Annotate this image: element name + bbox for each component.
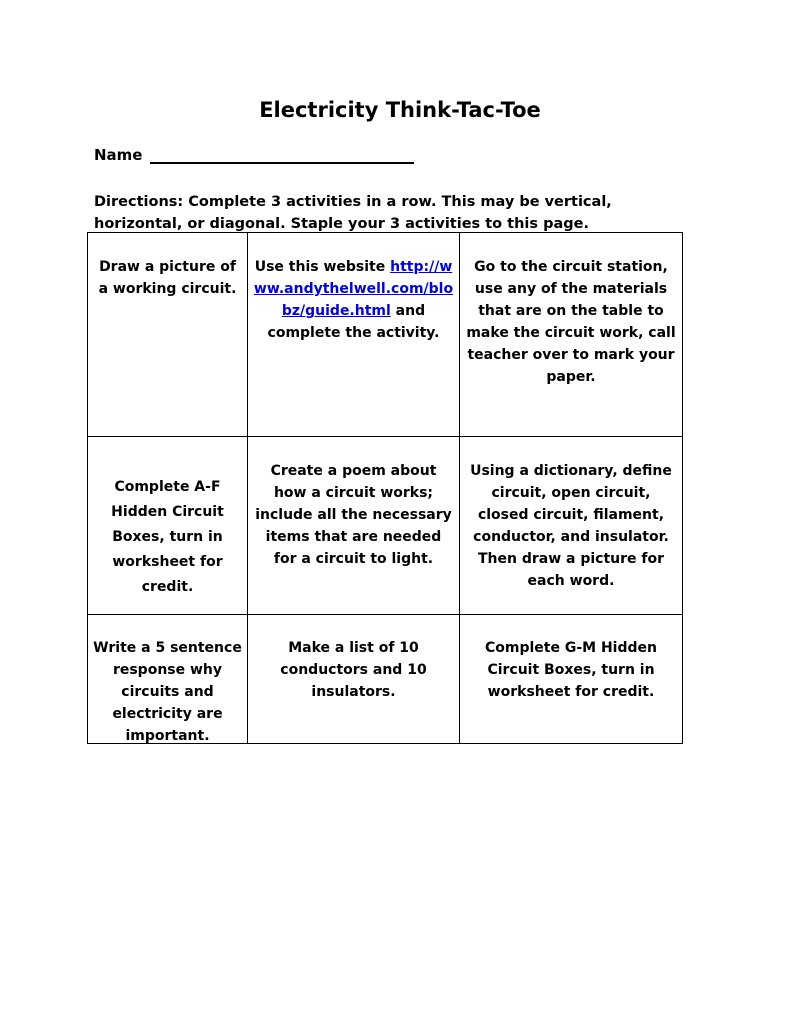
name-blank-line[interactable] [150, 146, 414, 164]
activity-text: Complete G-M Hidden Circuit Boxes, turn in worksheet for credit. [485, 640, 657, 700]
activity-cell-r1c1 [88, 233, 248, 437]
activity-text [252, 256, 455, 344]
name-field-row [94, 146, 414, 164]
activity-cell-r2c1 [88, 437, 248, 615]
page-title: Electricity Think-Tac-Toe [259, 98, 541, 122]
activity-text: Write a 5 sentence response why circuits and electricity are important. [93, 640, 242, 744]
activity-cell-r3c3 [460, 615, 682, 743]
activity-cell-r3c2 [248, 615, 460, 743]
activity-text: Complete A-F Hidden Circuit Boxes, turn in worksheet for credit. [111, 479, 224, 595]
activity-text: Using a dictionary, define circuit, open circuit, closed circuit, filament, conductor, and insulator. Then draw a picture for each word. [470, 463, 672, 589]
activity-cell-r3c1 [88, 615, 248, 743]
directions-text: Directions: Complete 3 activities in a row. This may be vertical, horizontal, or diagonal. Staple your 3 activities to this page. [94, 194, 612, 232]
activity-cell-r2c3 [460, 437, 682, 615]
activity-grid [87, 232, 683, 744]
website-link[interactable]: http://www.andythelwell.com/blobz/guide.html [253, 259, 454, 319]
activity-text: Create a poem about how a circuit works; include all the necessary items that are needed for a circuit to light. [255, 463, 452, 567]
activity-text: Draw a picture of a working circuit. [98, 259, 237, 297]
activity-text-prefix: Use this website [254, 259, 391, 275]
activity-text: Make a list of 10 conductors and 10 insulators. [280, 640, 427, 700]
activity-cell-r1c3 [460, 233, 682, 437]
activity-text-suffix: and complete the activity. [267, 303, 440, 341]
activity-cell-r2c2 [248, 437, 460, 615]
name-label: Name [94, 146, 143, 164]
activity-text: Go to the circuit station, use any of the materials that are on the table to make the circuit work, call teacher over to mark your paper. [466, 259, 676, 385]
activity-cell-r1c2 [248, 233, 460, 437]
